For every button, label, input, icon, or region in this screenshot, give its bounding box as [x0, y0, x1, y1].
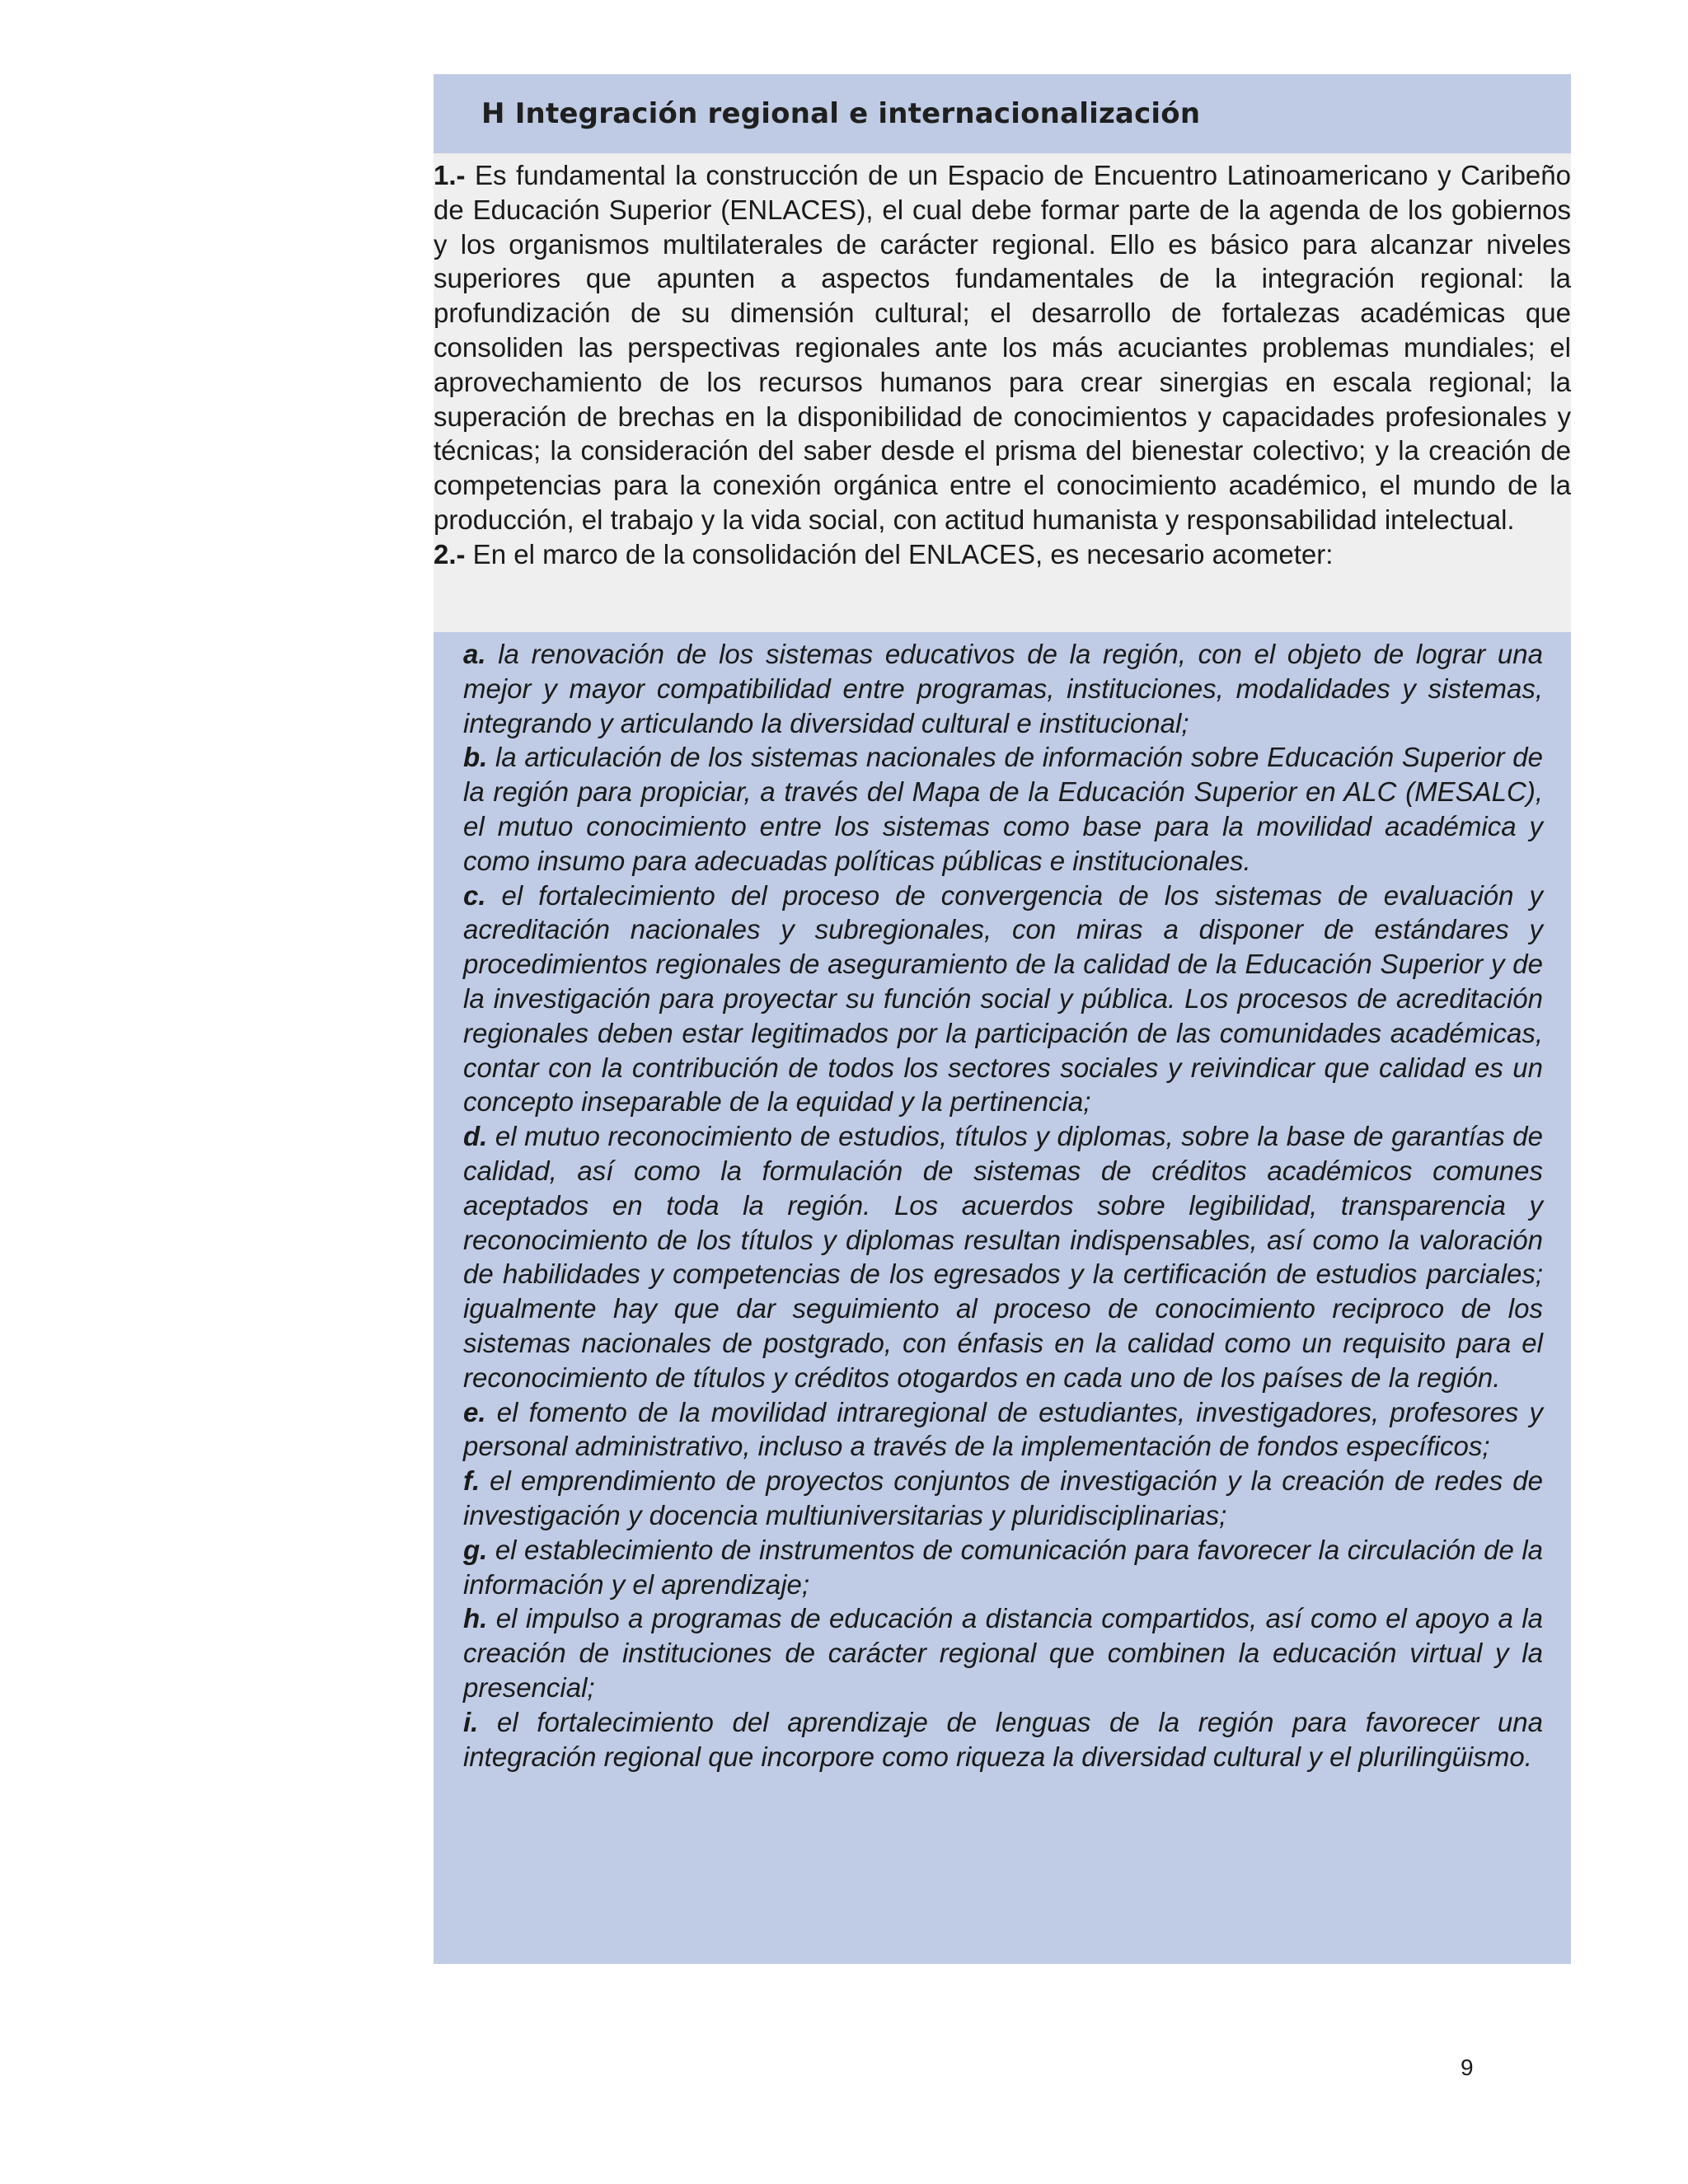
item-text: el fomento de la movilidad intraregional de estudiantes, investigadores, profesores y personal administrativo, incluso a través de la implementación de fondos específicos;	[463, 1396, 1543, 1462]
section-heading: H Integración regional e internacionalización	[481, 97, 1201, 130]
page-number: 9	[1461, 2055, 1474, 2080]
item-text: el emprendimiento de proyectos conjuntos de investigación y la creación de redes de investigación y docencia multiuniversitarias y pluridisciplinarias;	[463, 1465, 1543, 1530]
paragraph-text: Es fundamental la construcción de un Espacio de Encuentro Latinoamericano y Caribeño de Educación Superior (ENLACES), el cual debe formar parte de la agenda de los gobiernos y los organismos multilaterales de carácter regional. Ello es básico para alcanzar niveles superiores que apunten a aspectos fundamentales de la integración regional: la profundización de su dimensión cultural; el desarrollo de fortalezas académicas que consoliden las perspectivas regionales ante los más acuciantes problemas mundiales; el aprovechamiento de los recursos humanos para crear sinergias en escala regional; la superación de brechas en la disponibilidad de conocimientos y capacidades profesionales y técnicas; la consideración del saber desde el prisma del bienestar colectivo; y la creación de competencias para la conexión orgánica entre el conocimiento académico, el mundo de la producción, el trabajo y la vida social, con actitud humanista y responsabilidad intelectual.	[434, 160, 1571, 535]
item-text: el establecimiento de instrumentos de comunicación para favorecer la circulación de la información y el aprendizaje;	[463, 1534, 1543, 1600]
item-letter: g.	[463, 1534, 488, 1565]
section-h	[434, 74, 1571, 1964]
item-letter: f.	[463, 1465, 481, 1497]
item-letter: c.	[463, 879, 486, 911]
list-item-a	[463, 637, 1543, 740]
list-item-b	[463, 740, 1543, 878]
item-text: el fortalecimiento del proceso de convergencia de los sistemas de evaluación y acreditación nacionales y subregionales, con miras a disponer de estándares y procedimientos regionales de aseguramiento de la calidad de la Educación Superior y de la investigación para proyectar su función social y pública. Los procesos de acreditación regionales deben estar legitimados por la participación de las comunidades académicas, contar con la contribución de todos los sectores sociales y reivindicar que calidad es un concepto inseparable de la equidad y la pertinencia;	[463, 879, 1543, 1118]
list-item-g	[463, 1533, 1543, 1602]
list-item-c	[463, 879, 1543, 1120]
item-letter: b.	[463, 742, 488, 773]
list-item-i	[463, 1705, 1543, 1774]
item-text: el mutuo reconocimiento de estudios, títulos y diplomas, sobre la base de garantías de calidad, así como la formulación de sistemas de créditos académicos comunes aceptados en toda la región. Los acuerdos sobre legibilidad, transparencia y reconocimiento de los títulos y diplomas resultan indispensables, así como la valoración de habilidades y competencias de los egresados y la certificación de estudios parciales; igualmente hay que dar seguimiento al proceso de conocimiento reciproco de los sistemas nacionales de postgrado, con énfasis en la calidad como un requisito para el reconocimiento de títulos y créditos otogardos en cada uno de los países de la región.	[463, 1121, 1543, 1393]
item-text: la articulación de los sistemas nacionales de información sobre Educación Superior de la región para propiciar, a través del Mapa de la Educación Superior en ALC (MESALC), el mutuo conocimiento entre los sistemas como base para la movilidad académica y como insumo para adecuadas políticas públicas e institucionales.	[463, 742, 1543, 876]
paragraph-text: En el marco de la consolidación del ENLACES, es necesario acometer:	[465, 538, 1334, 569]
intro-box	[434, 153, 1571, 632]
item-letter: i.	[463, 1706, 479, 1737]
list-item-h	[463, 1601, 1543, 1704]
measures-list	[434, 632, 1571, 1964]
list-item-d	[463, 1119, 1543, 1394]
list-item-e	[463, 1395, 1543, 1465]
paragraph-number: 1.-	[434, 160, 466, 190]
paragraph-number: 2.-	[434, 538, 466, 569]
item-letter: e.	[463, 1396, 486, 1427]
section-heading-bar	[434, 74, 1571, 153]
item-text: el fortalecimiento del aprendizaje de lenguas de la región para favorecer una integración regional que incorpore como riqueza la diversidad cultural y el plurilingüismo.	[463, 1706, 1543, 1772]
intro-paragraph-2	[434, 537, 1571, 572]
list-item-f	[463, 1464, 1543, 1533]
item-letter: a.	[463, 639, 486, 669]
intro-paragraph-1	[434, 158, 1571, 537]
item-letter: d.	[463, 1121, 488, 1152]
item-text: la renovación de los sistemas educativos de la región, con el objeto de lograr una mejor y mayor compatibilidad entre programas, instituciones, modalidades y sistemas, integrando y articulando la diversidad cultural e institucional;	[463, 639, 1543, 738]
item-letter: h.	[463, 1603, 488, 1634]
item-text: el impulso a programas de educación a distancia compartidos, así como el apoyo a la creación de instituciones de carácter regional que combinen la educación virtual y la presencial;	[463, 1603, 1543, 1703]
